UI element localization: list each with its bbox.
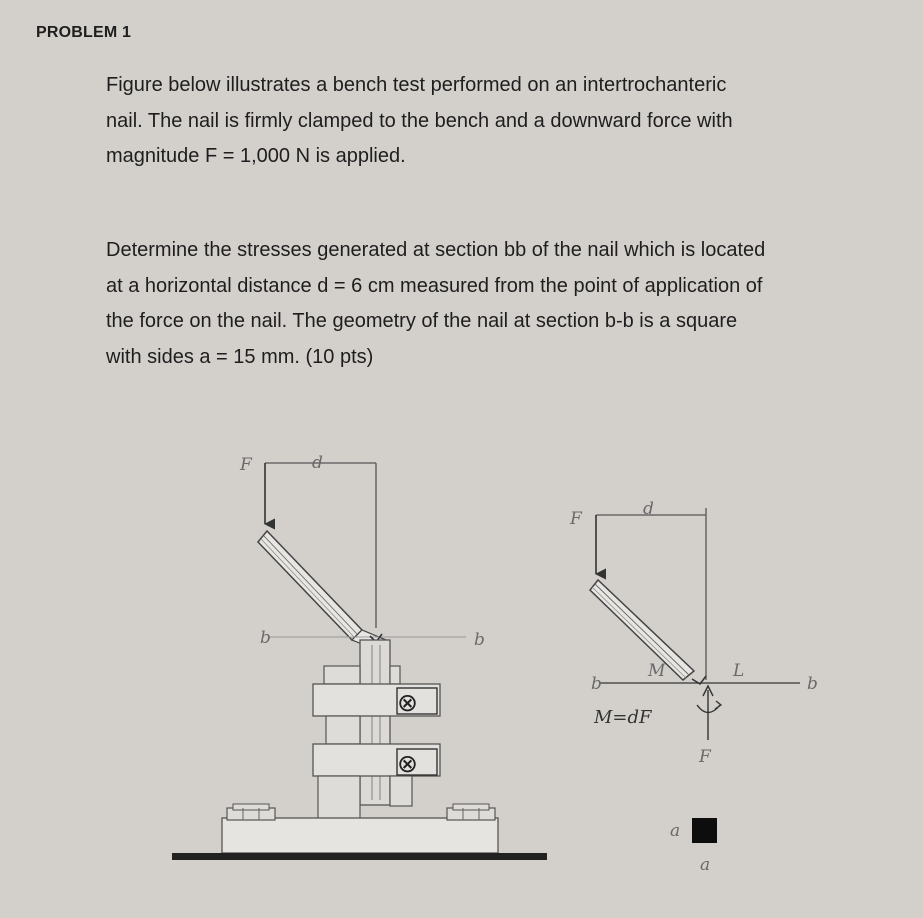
reaction-force-label: F bbox=[699, 747, 711, 767]
square-cross-section bbox=[692, 818, 717, 843]
square-side-label-vertical: a bbox=[670, 821, 681, 841]
paragraph-2-line: with sides a = 15 mm. (10 pts) bbox=[106, 345, 374, 368]
moment-equation: M=dF bbox=[594, 707, 652, 728]
shear-label: L bbox=[733, 661, 745, 681]
problem-title: PROBLEM 1 bbox=[36, 24, 132, 41]
left-bench-test-figure bbox=[172, 453, 547, 860]
left-distance-label: d bbox=[312, 453, 323, 473]
paragraph-1-line: magnitude F = 1,000 N is applied. bbox=[106, 145, 406, 167]
clamp-screw-upper-symbol: ⊗ bbox=[397, 688, 418, 717]
left-base-bolt bbox=[227, 804, 275, 820]
right-base-bolt bbox=[447, 804, 495, 820]
left-force-label: F bbox=[240, 455, 252, 475]
square-side-label-horizontal: a bbox=[700, 855, 711, 875]
right-distance-label: d bbox=[643, 499, 654, 519]
moment-label: M bbox=[648, 661, 666, 681]
paragraph-1-line: Figure below illustrates a bench test performed on an intertrochanteric bbox=[106, 74, 727, 96]
paragraph-2-line: Determine the stresses generated at section bb of the nail which is located bbox=[106, 239, 766, 261]
right-section-label-b: b bbox=[591, 674, 602, 694]
left-section-label-b: b bbox=[260, 628, 271, 648]
left-nail-stem bbox=[360, 640, 390, 805]
clamp-screw-lower-symbol: ⊗ bbox=[397, 749, 418, 778]
left-base-plate bbox=[222, 818, 498, 853]
right-nail-segment bbox=[590, 580, 694, 680]
paragraph-2-line: at a horizontal distance d = 6 cm measured from the point of application of bbox=[106, 274, 763, 297]
left-section-label-b-right: b bbox=[474, 630, 485, 650]
right-section-label-b-right: b bbox=[807, 674, 818, 694]
paragraph-1-line: nail. The nail is firmly clamped to the bench and a downward force with bbox=[106, 109, 733, 132]
bench-surface bbox=[172, 853, 547, 860]
paragraph-2-line: the force on the nail. The geometry of the nail at section b-b is a square bbox=[106, 310, 738, 332]
right-free-body-figure bbox=[569, 499, 818, 875]
left-nail bbox=[258, 531, 386, 648]
right-force-label: F bbox=[570, 509, 582, 529]
